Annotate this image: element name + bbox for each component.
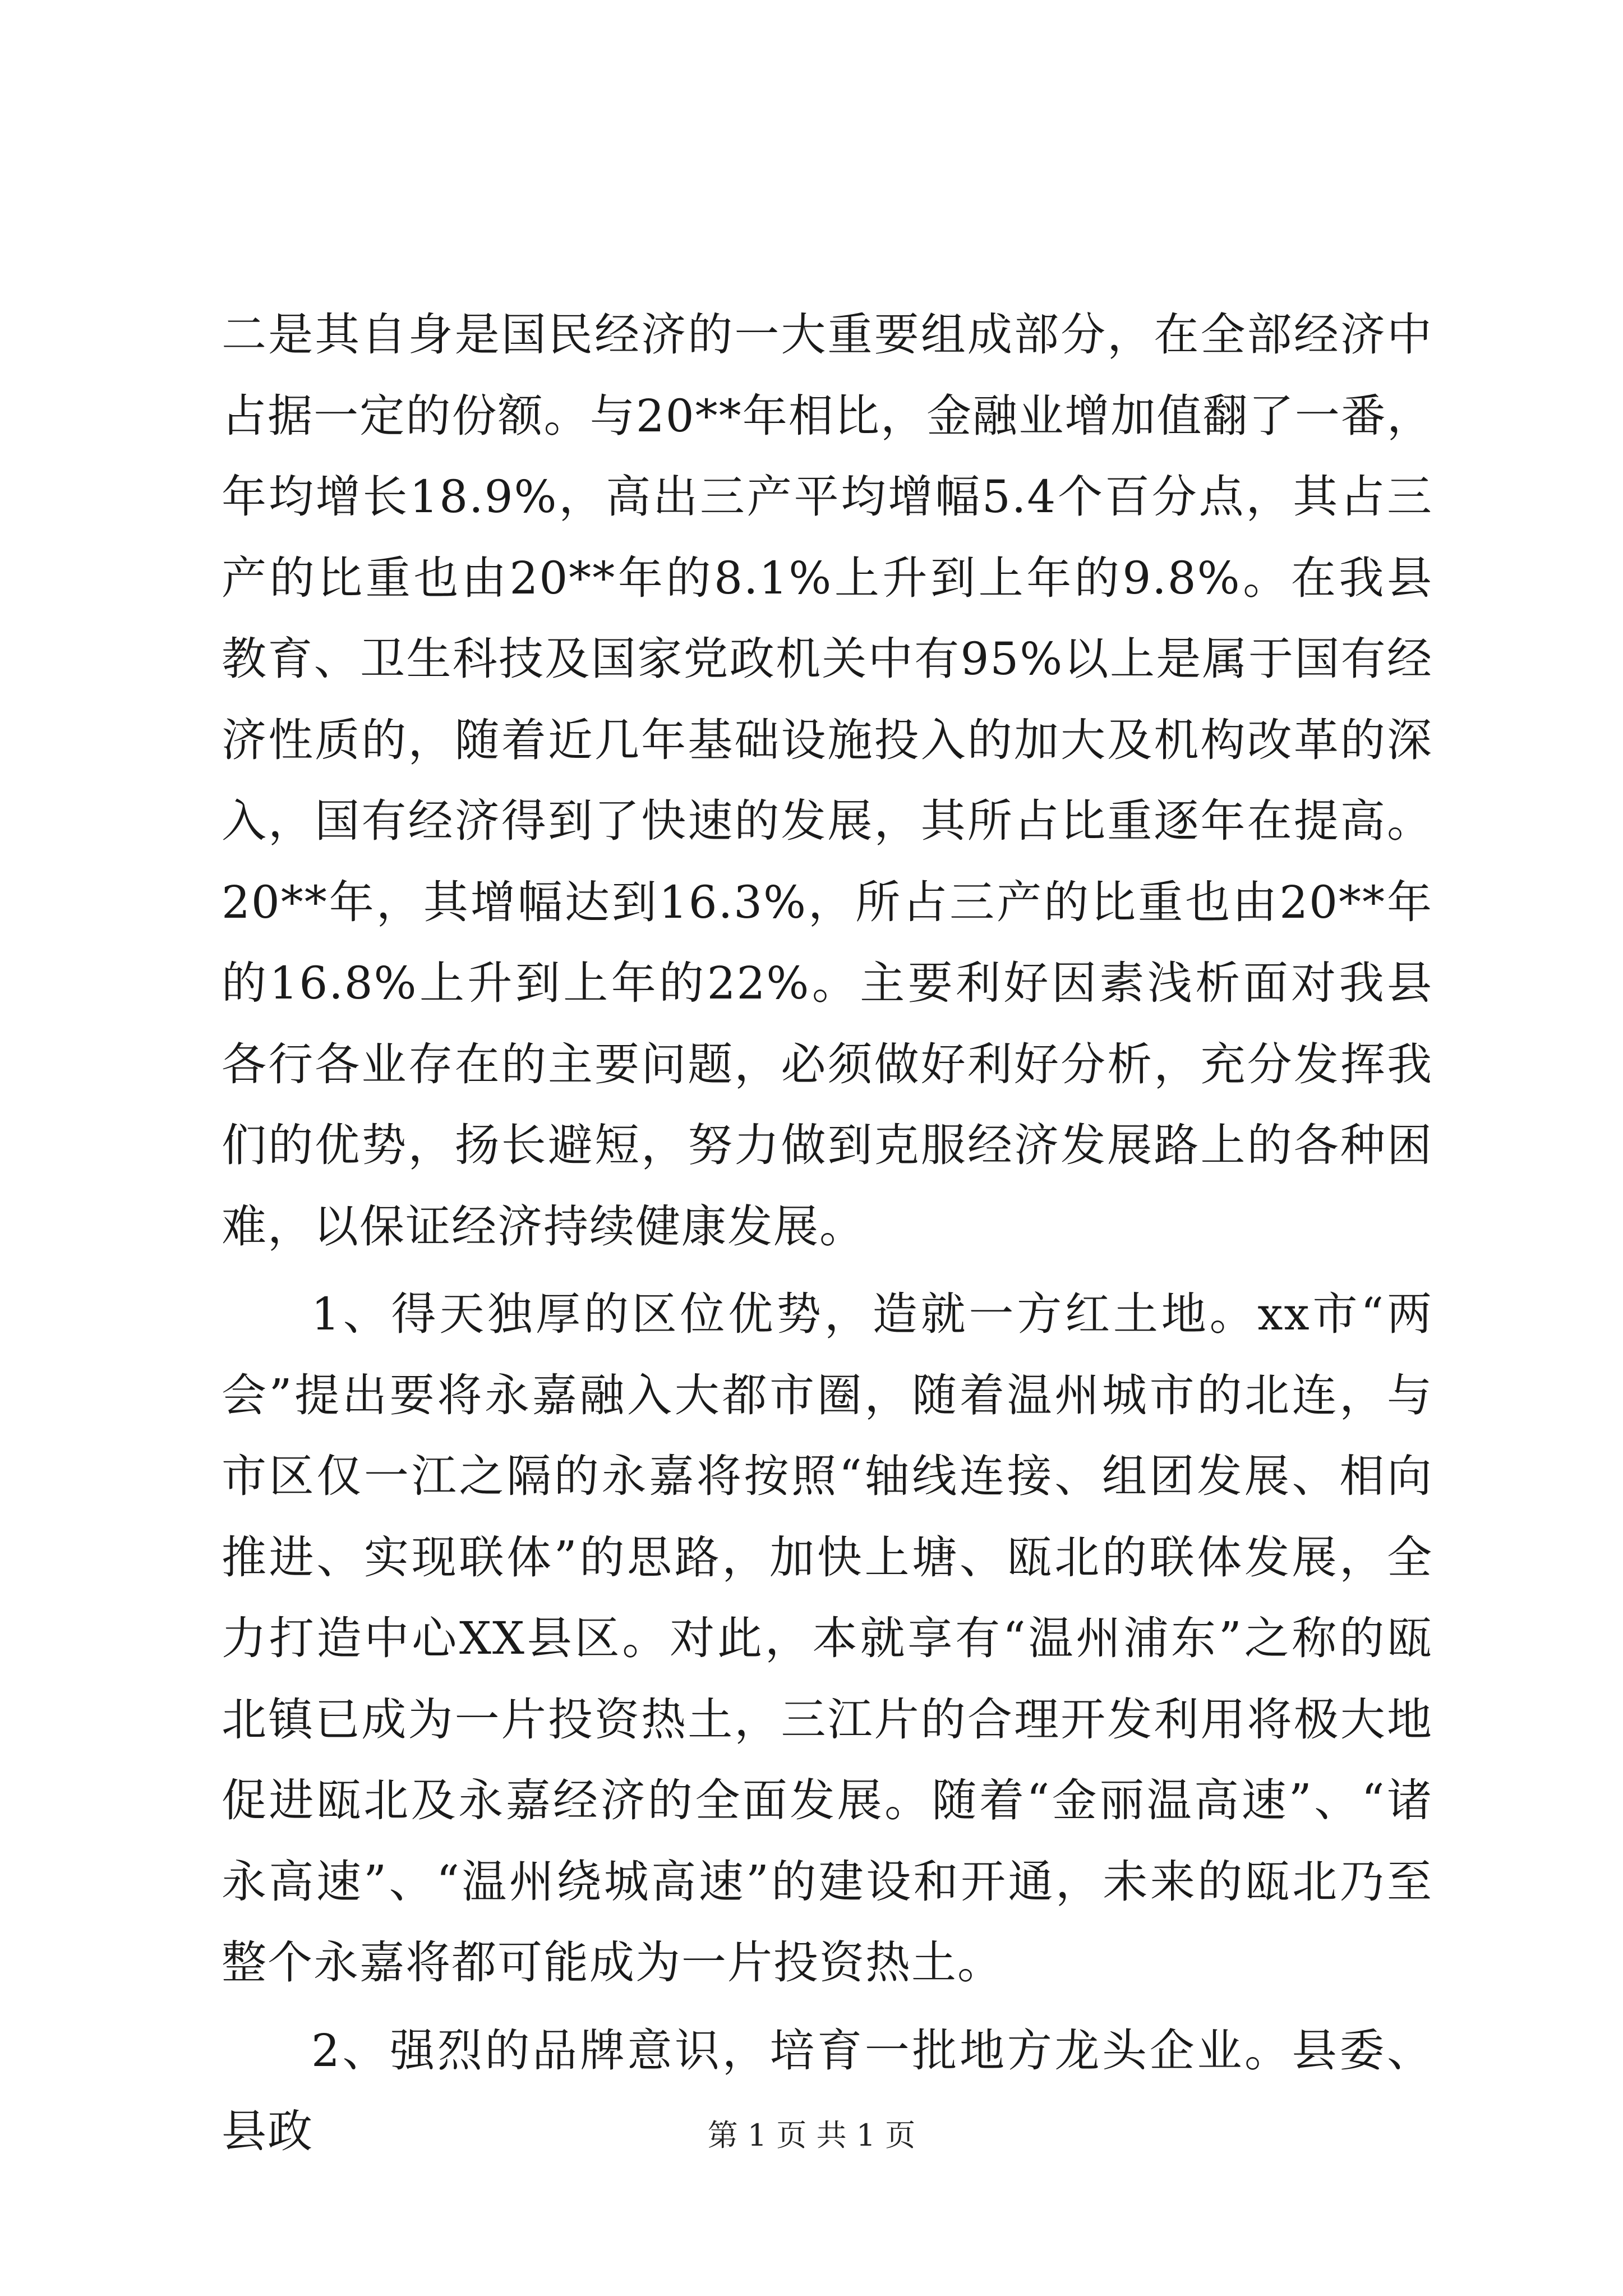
document-body — [222, 295, 1433, 2173]
paragraph-2: 1、得天独厚的区位优势，造就一方红土地。xx市“两会”提出要将永嘉融入大都市圈，随着温州城市的北连，与市区仅一江之隔的永嘉将按照“轴线连接、组团发展、相向推进、实现联体”的思路，加快上塘、瓯北的联体发展，全力打造中心XX县区。对此，本就享有“温州浦东”之称的瓯北镇已成为一片投资热土，三江片的合理开发利用将极大地促进瓯北及永嘉经济的全面发展。随着“金丽温高速”、“诸永高速”、“温州绕城高速”的建设和开通，未来的瓯北乃至整个永嘉将都可能成为一片投资热土。 — [222, 1288, 1433, 1989]
paragraph-3: 2、强烈的品牌意识，培育一批地方龙头企业。县委、县政 — [222, 2024, 1433, 2157]
page-footer: 第 1 页 共 1 页 — [707, 2118, 916, 2153]
paragraph-1: 二是其自身是国民经济的一大重要组成部分，在全部经济中占据一定的份额。与20**年相比，金融业增加值翻了一番，年均增长18.9%，高出三产平均增幅5.4个百分点，其占三产的比重也由20**年的8.1%上升到上年的9.8%。在我县教育、卫生科技及国家党政机关中有95%以上是属于国有经济性质的，随着近几年基础设施投入的加大及机构改革的深入，国有经济得到了快速的发展，其所占比重逐年在提高。20**年，其增幅达到16.3%，所占三产的比重也由20**年的16.8%上升到上年的22%。主要利好因素浅析面对我县各行各业存在的主要问题，必须做好利好分析，充分发挥我们的优势，扬长避短，努力做到克服经济发展路上的各种困难，以保证经济持续健康发展。 — [222, 309, 1433, 1253]
